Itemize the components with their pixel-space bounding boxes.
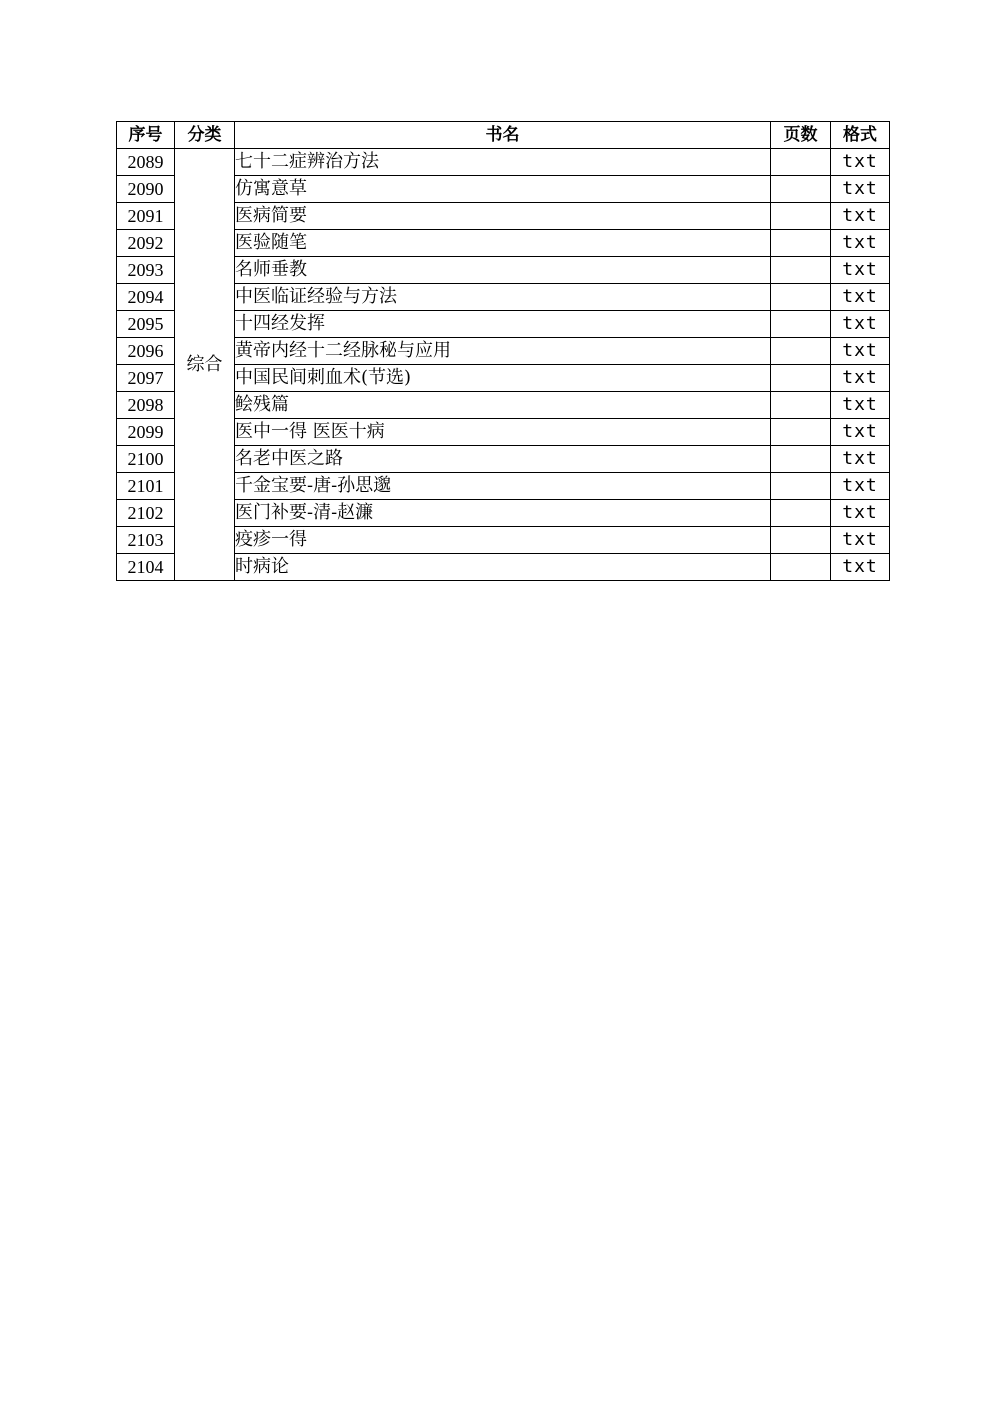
book-title: 医门补要-清-赵濂 bbox=[235, 500, 771, 527]
row-number: 2092 bbox=[117, 230, 175, 257]
page-count bbox=[771, 338, 831, 365]
row-number: 2098 bbox=[117, 392, 175, 419]
book-catalog-table bbox=[116, 121, 890, 581]
row-number: 2103 bbox=[117, 527, 175, 554]
file-format: txt bbox=[831, 446, 890, 473]
file-format: txt bbox=[831, 284, 890, 311]
page-count bbox=[771, 284, 831, 311]
header-no: 序号 bbox=[117, 122, 175, 149]
book-title: 疫疹一得 bbox=[235, 527, 771, 554]
page-count bbox=[771, 554, 831, 581]
page-count bbox=[771, 230, 831, 257]
page-count bbox=[771, 203, 831, 230]
table-row bbox=[117, 149, 890, 176]
row-number: 2096 bbox=[117, 338, 175, 365]
header-category: 分类 bbox=[175, 122, 235, 149]
book-title: 医病简要 bbox=[235, 203, 771, 230]
header-format: 格式 bbox=[831, 122, 890, 149]
file-format: txt bbox=[831, 230, 890, 257]
book-title: 鲙残篇 bbox=[235, 392, 771, 419]
page-count bbox=[771, 149, 831, 176]
row-number: 2094 bbox=[117, 284, 175, 311]
page-count bbox=[771, 392, 831, 419]
book-title: 时病论 bbox=[235, 554, 771, 581]
row-number: 2089 bbox=[117, 149, 175, 176]
file-format: txt bbox=[831, 257, 890, 284]
book-title: 千金宝要-唐-孙思邈 bbox=[235, 473, 771, 500]
page-count bbox=[771, 365, 831, 392]
row-number: 2101 bbox=[117, 473, 175, 500]
book-title: 中国民间刺血术(节选) bbox=[235, 365, 771, 392]
row-number: 2100 bbox=[117, 446, 175, 473]
page-count bbox=[771, 446, 831, 473]
file-format: txt bbox=[831, 203, 890, 230]
row-number: 2093 bbox=[117, 257, 175, 284]
page-count bbox=[771, 527, 831, 554]
table-header-row bbox=[117, 122, 890, 149]
file-format: txt bbox=[831, 554, 890, 581]
book-title: 黄帝内经十二经脉秘与应用 bbox=[235, 338, 771, 365]
file-format: txt bbox=[831, 365, 890, 392]
header-title: 书名 bbox=[235, 122, 771, 149]
file-format: txt bbox=[831, 338, 890, 365]
book-title: 医中一得 医医十病 bbox=[235, 419, 771, 446]
row-number: 2095 bbox=[117, 311, 175, 338]
page-count bbox=[771, 500, 831, 527]
table-body bbox=[117, 149, 890, 581]
row-number: 2090 bbox=[117, 176, 175, 203]
page-count bbox=[771, 419, 831, 446]
row-number: 2099 bbox=[117, 419, 175, 446]
category-cell: 综合 bbox=[175, 149, 235, 581]
file-format: txt bbox=[831, 473, 890, 500]
row-number: 2102 bbox=[117, 500, 175, 527]
page-count bbox=[771, 473, 831, 500]
book-title: 七十二症辨治方法 bbox=[235, 149, 771, 176]
file-format: txt bbox=[831, 176, 890, 203]
file-format: txt bbox=[831, 500, 890, 527]
book-title: 名老中医之路 bbox=[235, 446, 771, 473]
file-format: txt bbox=[831, 392, 890, 419]
file-format: txt bbox=[831, 311, 890, 338]
page-count bbox=[771, 257, 831, 284]
page-count bbox=[771, 311, 831, 338]
book-title: 名师垂教 bbox=[235, 257, 771, 284]
row-number: 2097 bbox=[117, 365, 175, 392]
row-number: 2091 bbox=[117, 203, 175, 230]
file-format: txt bbox=[831, 527, 890, 554]
page-count bbox=[771, 176, 831, 203]
book-title: 十四经发挥 bbox=[235, 311, 771, 338]
book-title: 仿寓意草 bbox=[235, 176, 771, 203]
file-format: txt bbox=[831, 419, 890, 446]
row-number: 2104 bbox=[117, 554, 175, 581]
book-title: 中医临证经验与方法 bbox=[235, 284, 771, 311]
file-format: txt bbox=[831, 149, 890, 176]
header-pages: 页数 bbox=[771, 122, 831, 149]
book-title: 医验随笔 bbox=[235, 230, 771, 257]
